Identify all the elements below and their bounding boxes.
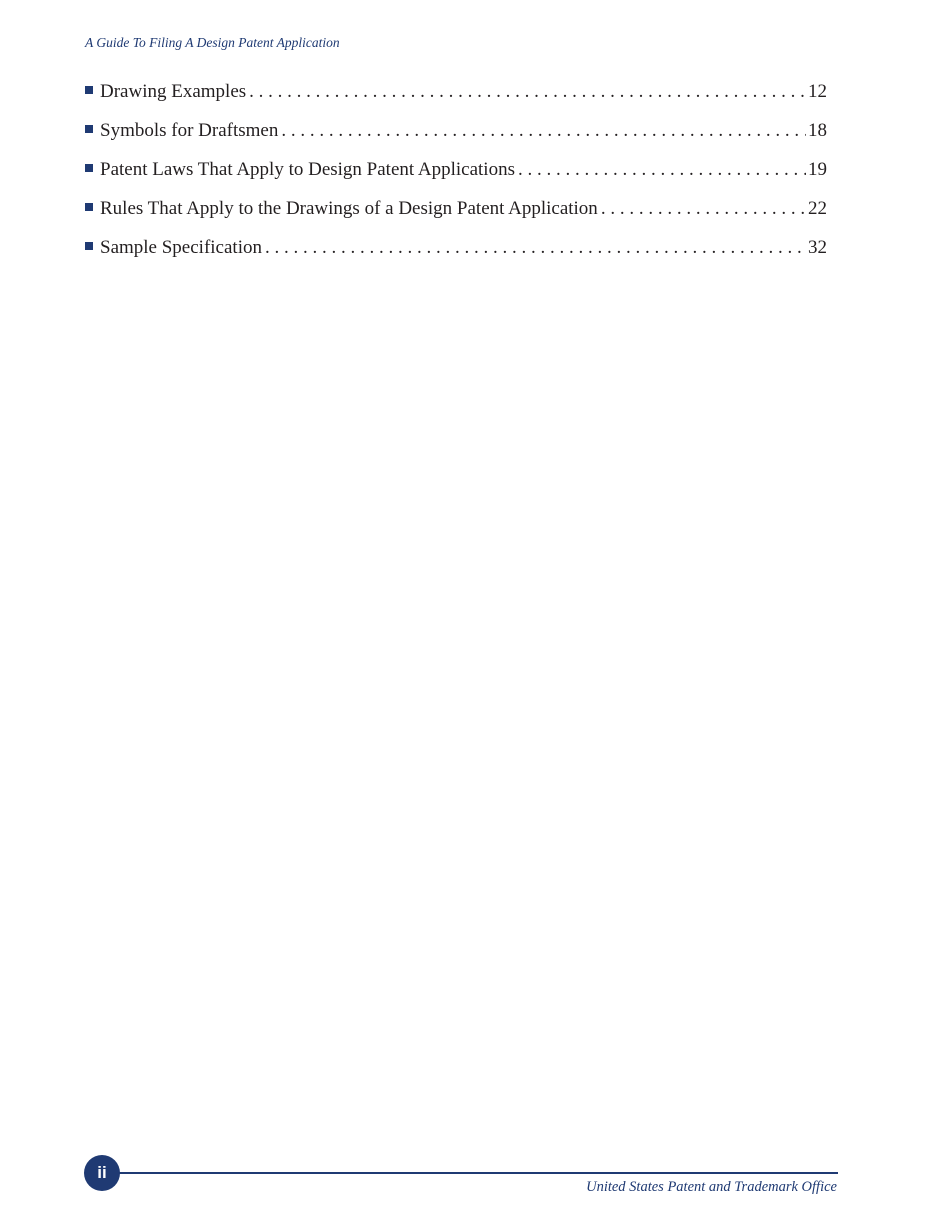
toc-entry-page: 32 bbox=[808, 237, 827, 258]
toc-entry-sample-specification[interactable] bbox=[85, 234, 827, 273]
dot-leader bbox=[265, 234, 806, 262]
dot-leader bbox=[281, 117, 806, 145]
dot-leader bbox=[601, 195, 806, 223]
dot-leader bbox=[518, 156, 806, 184]
toc-entry-title: Sample Specification bbox=[100, 237, 262, 258]
square-bullet-icon bbox=[85, 203, 93, 211]
toc-entry-title: Patent Laws That Apply to Design Patent Applications bbox=[100, 159, 515, 180]
toc-entry-title: Symbols for Draftsmen bbox=[100, 120, 279, 141]
table-of-contents bbox=[85, 78, 827, 273]
square-bullet-icon bbox=[85, 164, 93, 172]
square-bullet-icon bbox=[85, 86, 93, 94]
toc-entry-page: 12 bbox=[808, 81, 827, 102]
toc-entry-drawing-examples[interactable] bbox=[85, 78, 827, 117]
square-bullet-icon bbox=[85, 125, 93, 133]
square-bullet-icon bbox=[85, 242, 93, 250]
toc-entry-title: Drawing Examples bbox=[100, 81, 247, 102]
toc-entry-title: Rules That Apply to the Drawings of a Design Patent Application bbox=[100, 198, 598, 219]
running-header-title: A Guide To Filing A Design Patent Application bbox=[85, 35, 340, 50]
dot-leader bbox=[249, 78, 806, 106]
toc-entry-page: 18 bbox=[808, 120, 827, 141]
toc-entry-page: 19 bbox=[808, 159, 827, 180]
toc-entry-patent-laws[interactable] bbox=[85, 156, 827, 195]
page-number-badge: ii bbox=[84, 1155, 120, 1191]
footer-divider bbox=[118, 1172, 838, 1174]
toc-entry-page: 22 bbox=[808, 198, 827, 219]
footer-organization: United States Patent and Trademark Office bbox=[586, 1179, 837, 1195]
toc-entry-symbols-for-draftsmen[interactable] bbox=[85, 117, 827, 156]
toc-entry-rules-for-drawings[interactable] bbox=[85, 195, 827, 234]
